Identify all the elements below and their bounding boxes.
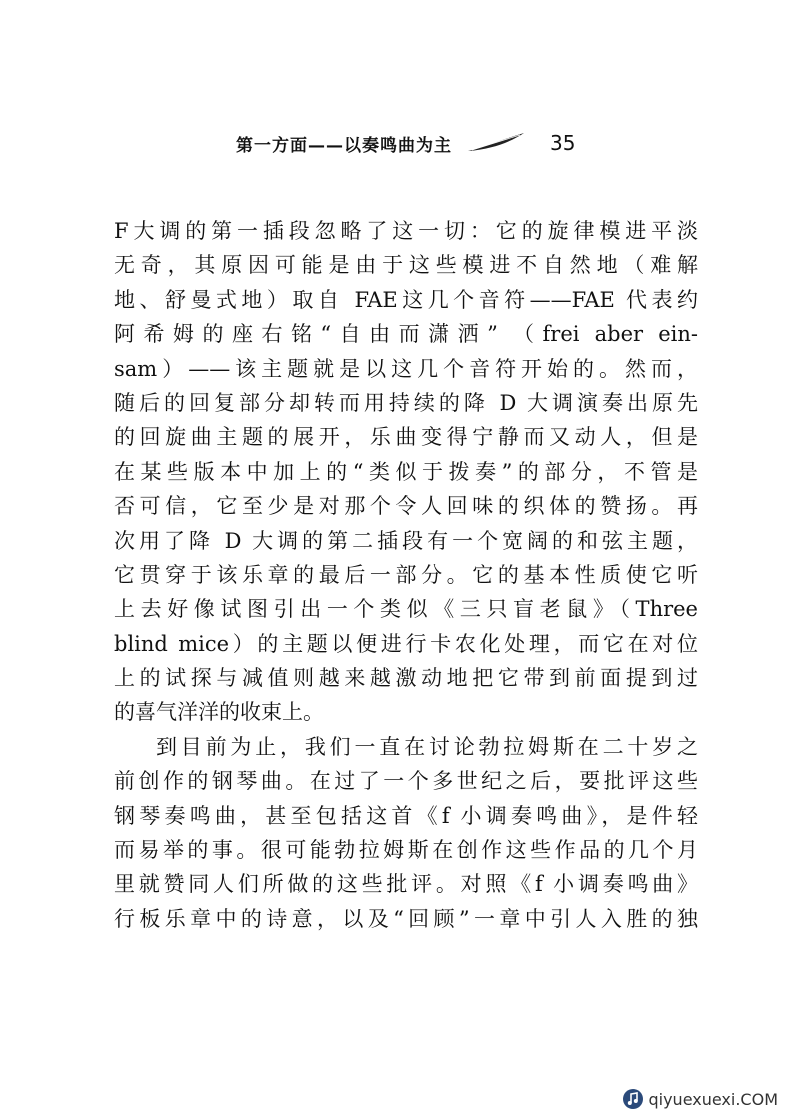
running-header xyxy=(236,128,575,158)
chapter-title: 第一方面——以奏鸣曲为主 xyxy=(236,135,452,156)
text-line: 无奇，其原因可能是由于这些模进不自然地（难解 xyxy=(114,253,698,278)
text-line: 它贯穿于该乐章的最后一部分。它的基本性质使它听 xyxy=(114,562,698,587)
text-line: 上去好像试图引出一个类似《三只盲老鼠》（Three xyxy=(114,597,698,622)
text-line: 的回旋曲主题的展开，乐曲变得宁静而又动人，但是 xyxy=(114,425,698,450)
text-line: 的喜气洋洋的收束上。 xyxy=(114,700,324,725)
text-line: 阿希姆的座右铭“自由而潇洒” （frei aber ein- xyxy=(114,322,698,347)
text-line: sam）——该主题就是以这几个音符开始的。然而， xyxy=(114,356,698,381)
text-line: 地、舒曼式地）取自 FAE这几个音符——FAE 代表约 xyxy=(114,287,698,312)
watermark-text: qiyuexuexi.COM xyxy=(648,1089,778,1109)
text-line: F大调的第一插段忽略了这一切：它的旋律模进平淡 xyxy=(114,219,698,243)
site-watermark xyxy=(622,1088,778,1110)
text-line: 里就赞同人们所做的这些批评。对照《f 小调奏鸣曲》 xyxy=(114,872,698,897)
text-line: blind mice）的主题以便进行卡农化处理，而它在对位 xyxy=(114,631,698,656)
text-line: 而易举的事。很可能勃拉姆斯在创作这些作品的几个月 xyxy=(114,838,698,863)
page-number: 35 xyxy=(550,131,576,155)
text-line: 否可信，它至少是对那个令人回味的织体的赞扬。再 xyxy=(114,494,698,519)
body-text xyxy=(114,214,698,936)
text-line: 行板乐章中的诗意，以及“回顾”一章中引人入胜的独 xyxy=(114,906,698,931)
text-line: 钢琴奏鸣曲，甚至包括这首《f 小调奏鸣曲》，是件轻 xyxy=(114,803,698,828)
text-line: 前创作的钢琴曲。在过了一个多世纪之后，要批评这些 xyxy=(114,769,698,794)
paragraph-start-line: 到目前为止，我们一直在讨论勃拉姆斯在二十岁之 xyxy=(156,734,698,759)
text-line: 在某些版本中加上的“类似于拨奏”的部分，不管是 xyxy=(114,459,698,484)
text-line: 上的试探与减值则越来越激动地把它带到前面提到过 xyxy=(114,666,698,691)
text-line: 随后的回复部分却转而用持续的降 D 大调演奏出原先 xyxy=(114,390,698,415)
music-note-icon xyxy=(622,1088,644,1110)
text-line: 次用了降 D 大调的第二插段有一个宽阔的和弦主题， xyxy=(114,528,698,553)
feather-quill-icon xyxy=(466,131,526,155)
